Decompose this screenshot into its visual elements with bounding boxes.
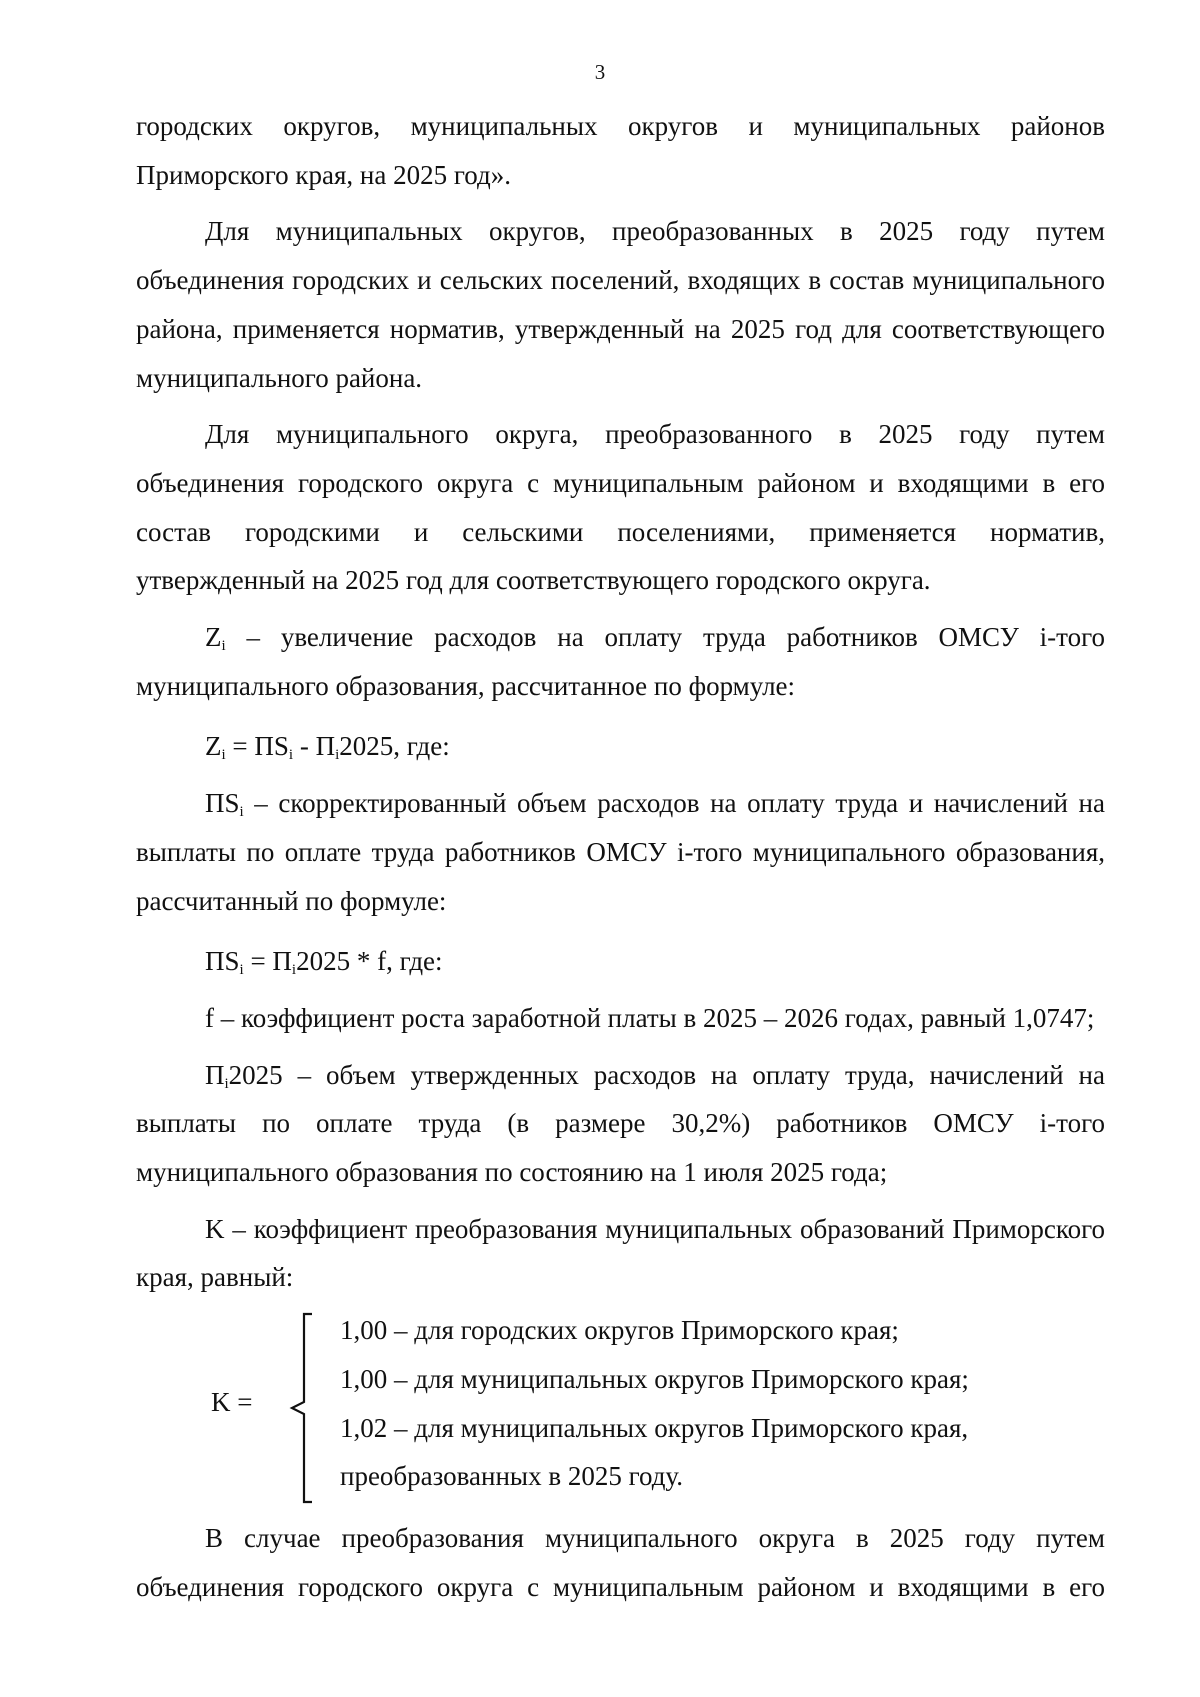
formula-zi-p-sub: i <box>335 747 340 764</box>
k-piecewise-block <box>136 1306 1105 1514</box>
paragraph-municipal-districts: Для муниципальных округов, преобразованных в 2025 году путем объединения городских и сельских поселений, входящих в состав муниципального района, применяется норматив, утвержденный на 2025 год для соответствующего муниципального района. <box>136 216 1105 393</box>
k-label: K = <box>211 1387 253 1418</box>
definition-zi <box>136 613 1105 710</box>
formula-zi <box>136 722 1105 771</box>
paragraph-municipal-district-single: Для муниципального округа, преобразованного в 2025 году путем объединения городского округа с муниципальным районом и входящими в его состав городскими и сельскими поселениями, применяется норматив, утвержденный на 2025 год для соответствующего городского округа. <box>136 419 1105 596</box>
zi-symbol: Z <box>205 622 222 653</box>
document-body <box>136 102 1105 1612</box>
formula-zi-z: Z <box>205 731 222 762</box>
zi-subscript: i <box>221 638 226 655</box>
continuation-line-1: городских округов, муниципальных округов и муниципальных районов <box>136 111 1105 141</box>
formula-psi-ps: ПS <box>205 946 240 977</box>
pi-definition-text: 2025 – объем утвержденных расходов на оплату труда, начислений на выплаты по оплате труда (в размере 30,2%) работников ОМСУ i-того муниципального образования по состоянию на 1 июля 2025 года; <box>136 1059 1105 1188</box>
k-value-line: 1,00 – для городских округов Приморского края; <box>340 1315 899 1346</box>
k-value-line: 1,00 – для муниципальных округов Приморского края; <box>340 1363 969 1394</box>
formula-zi-ps-sub: i <box>288 747 294 764</box>
formula-zi-eq: = ПS <box>225 731 289 762</box>
paragraph-continuation <box>136 102 1105 151</box>
definition-f: f – коэффициент роста заработной платы в 2025 – 2026 годах, равный 1,0747; <box>205 1002 1095 1033</box>
k-value-list <box>340 1306 969 1501</box>
zi-definition-text: – увеличение расходов на оплату труда работников ОМСУ i-того муниципального образования, рассчитанное по формуле: <box>136 622 1105 701</box>
pi-symbol: П <box>205 1059 225 1090</box>
psi-symbol: ПS <box>205 788 240 819</box>
pi-subscript: i <box>224 1075 229 1092</box>
k-value-line: 1,02 – для муниципальных округов Приморского края, <box>340 1412 969 1443</box>
formula-psi-rest: 2025 * f, где: <box>296 946 443 977</box>
definition-k: K – коэффициент преобразования муниципальных образований Приморского края, равный: <box>136 1213 1105 1293</box>
formula-psi-p-sub: i <box>291 962 297 979</box>
formula-zi-z-sub: i <box>221 747 226 764</box>
k-value-line: преобразованных в 2025 году. <box>340 1461 683 1492</box>
formula-psi-eq: = П <box>243 946 292 977</box>
curly-brace <box>278 1310 318 1506</box>
page-number: 3 <box>594 60 606 84</box>
formula-psi-ps-sub: i <box>239 962 244 979</box>
formula-zi-rest: 2025, где: <box>339 731 450 762</box>
psi-subscript: i <box>239 804 244 821</box>
paragraph-last: В случае преобразования муниципального округа в 2025 году путем объединения городского округа с муниципальным районом и входящими в его <box>136 1523 1105 1602</box>
psi-definition-text: – скорректированный объем расходов на оплату труда и начислений на выплаты по оплате труда работников ОМСУ i-того муниципального образования, рассчитанный по формуле: <box>136 788 1105 916</box>
formula-zi-minus: - П <box>293 731 336 762</box>
formula-psi <box>136 937 1105 986</box>
paragraph-continuation-end: Приморского края, на 2025 год». <box>136 159 511 190</box>
definition-pi <box>136 1051 1105 1197</box>
definition-psi <box>136 779 1105 925</box>
